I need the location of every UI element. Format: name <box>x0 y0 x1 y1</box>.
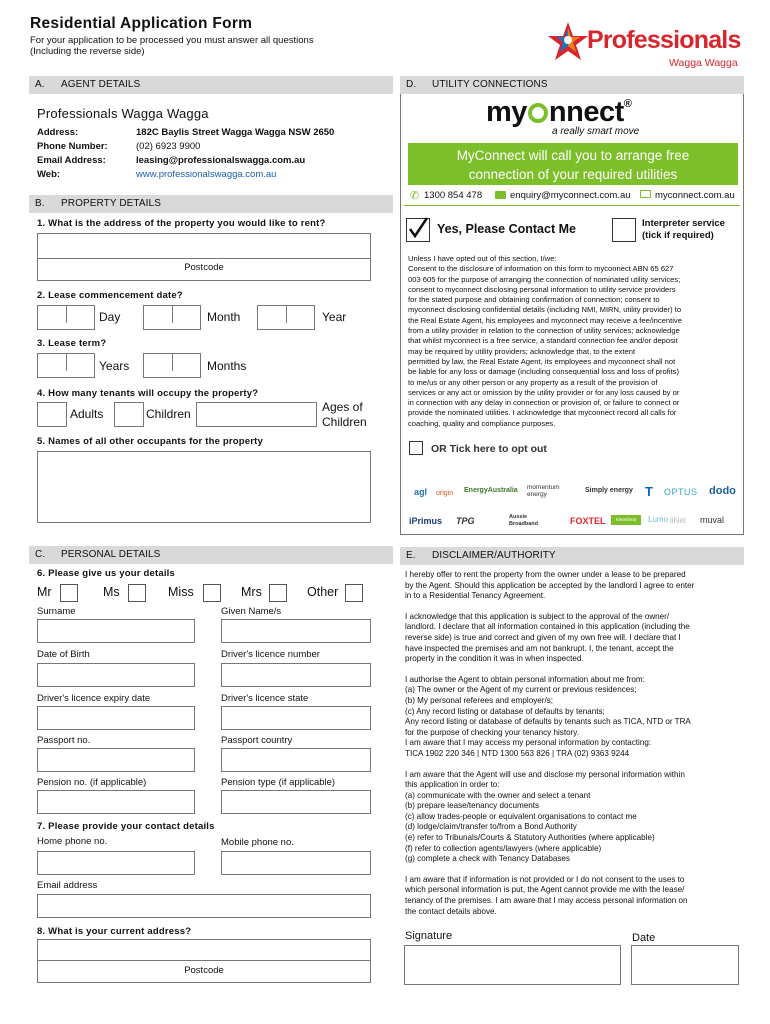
title-other-label: Other <box>307 585 339 599</box>
title-ms-label: Ms <box>103 585 120 599</box>
title-other-checkbox[interactable] <box>345 584 363 602</box>
contacts-divider <box>404 205 740 206</box>
passport-no-label: Passport no. <box>37 735 91 746</box>
email-icon <box>495 191 506 199</box>
ages-of-children-field[interactable] <box>196 402 317 427</box>
title-mr-label: Mr <box>37 585 52 599</box>
q7-label: 7. Please provide your contact details <box>37 821 215 832</box>
opt-out-label: OR Tick here to opt out <box>431 443 547 455</box>
section-b-header <box>29 195 393 213</box>
current-postcode-label: Postcode <box>184 965 224 976</box>
provider-agl: agl <box>414 487 428 497</box>
section-e-letter: E. <box>406 550 416 561</box>
q4-label: 4. How many tenants will occupy the property? <box>37 388 259 399</box>
agency-phone: (02) 6923 9900 <box>136 141 201 152</box>
lease-month-field[interactable] <box>143 305 201 330</box>
email-address-field[interactable] <box>37 894 371 918</box>
q2-label: 2. Lease commencement date? <box>37 290 183 301</box>
section-b-title: PROPERTY DETAILS <box>61 198 161 209</box>
section-a-letter: A. <box>35 79 45 90</box>
ages-of-children-label-2: Children <box>322 415 367 429</box>
licence-number-label: Driver's licence number <box>221 649 320 660</box>
disclaimer-p1: I hereby offer to rent the property from the owner under a lease to be prepared by the Agent. Should this application be accepted by the landlord I agree to enter in to a Residential Tenancy Agreement. <box>405 570 695 601</box>
q6-label: 6. Please give us your details <box>37 568 176 579</box>
dob-field[interactable] <box>37 663 195 687</box>
date-label: Date <box>632 932 656 944</box>
agency-address: 182C Baylis Street Wagga Wagga NSW 2650 <box>136 127 335 138</box>
passport-country-field[interactable] <box>221 748 371 772</box>
title-mrs-checkbox[interactable] <box>269 584 287 602</box>
section-d-right-border <box>743 94 744 534</box>
section-d-title: UTILITY CONNECTIONS <box>432 79 548 90</box>
children-field[interactable] <box>114 402 144 427</box>
provider-iinet: iiNet <box>670 516 687 525</box>
yes-contact-checkbox[interactable] <box>406 218 430 242</box>
agency-web-link[interactable]: www.professionalswagga.com.au <box>136 169 277 180</box>
interpreter-label-2: (tick if required) <box>642 230 714 241</box>
monitor-icon <box>640 190 651 198</box>
myconnect-email[interactable]: enquiry@myconnect.com.au <box>510 190 631 201</box>
adults-label: Adults <box>70 407 104 421</box>
agency-email[interactable]: leasing@professionalswagga.com.au <box>136 155 306 166</box>
section-a-header <box>29 76 393 94</box>
passport-no-field[interactable] <box>37 748 195 772</box>
professionals-logo <box>545 16 755 72</box>
provider-telstra: T <box>645 484 653 499</box>
star-logo-icon <box>545 20 591 64</box>
pension-type-label: Pension type (if applicable) <box>221 777 336 788</box>
disclaimer-text <box>405 570 745 917</box>
day-label: Day <box>99 310 121 324</box>
provider-aussiebroadband: Aussie Broadband <box>509 514 539 527</box>
signature-label: Signature <box>405 930 453 942</box>
postcode-label: Postcode <box>184 262 224 273</box>
yes-contact-label: Yes, Please Contact Me <box>437 222 576 236</box>
mobile-phone-field[interactable] <box>221 851 371 875</box>
section-e-header <box>400 547 744 565</box>
opt-out-checkbox[interactable] <box>409 441 423 455</box>
email-label: Email Address: <box>37 155 106 166</box>
provider-tpg: TPG <box>456 516 475 526</box>
title-mr-checkbox[interactable] <box>60 584 78 602</box>
myconnect-o-mark <box>528 103 548 123</box>
provider-optus: OPTUS <box>664 487 698 497</box>
form-subtitle-1: For your application to be processed you must answer all questions <box>30 35 314 46</box>
myconnect-logo: my nnect® <box>486 96 632 128</box>
licence-expiry-field[interactable] <box>37 706 195 730</box>
date-field[interactable] <box>631 945 739 985</box>
provider-kleenheat: Kleenheat <box>611 515 641 525</box>
title-mrs-label: Mrs <box>241 585 262 599</box>
title-miss-label: Miss <box>168 585 194 599</box>
logo-wordmark: Professionals <box>587 26 741 54</box>
provider-simplyenergy: Simply energy <box>585 487 633 494</box>
email-address-label: Email address <box>37 880 98 891</box>
q3-label: 3. Lease term? <box>37 338 107 349</box>
home-phone-field[interactable] <box>37 851 195 875</box>
pension-no-field[interactable] <box>37 790 195 814</box>
provider-foxtel: FOXTEL <box>570 516 606 526</box>
disclaimer-p2: I acknowledge that this application is subject to the approval of the owner/ landlord. I declare that all information contained in this application (including the reverse side) is true and correct and given of my own free will. I declare that I have inspected the premises and am not bankrupt. I, the tenant, accept the property in the condition it was in when inspected. <box>405 611 690 664</box>
q1-label: 1. What is the address of the property you would like to rent? <box>37 218 326 229</box>
banner-line-2: connection of your required utilities <box>468 167 678 182</box>
section-b-letter: B. <box>35 198 45 209</box>
property-address-field[interactable] <box>37 233 371 281</box>
provider-origin: origin <box>436 490 454 497</box>
lease-years-field[interactable] <box>37 353 95 378</box>
mobile-phone-label: Mobile phone no. <box>221 837 294 848</box>
checkmark-icon <box>406 216 430 240</box>
ages-of-children-label-1: Ages of <box>322 400 363 414</box>
section-d-bottom-border <box>400 534 744 535</box>
myconnect-phone[interactable]: 1300 854 478 <box>424 190 483 201</box>
interpreter-label-1: Interpreter service <box>642 218 725 229</box>
section-c-letter: C. <box>35 549 46 560</box>
form-subtitle-2: (Including the reverse side) <box>30 46 145 57</box>
provider-muval: muval <box>700 515 725 525</box>
q8-label: 8. What is your current address? <box>37 926 192 937</box>
other-occupants-field[interactable] <box>37 451 371 523</box>
home-phone-label: Home phone no. <box>37 836 108 847</box>
disclaimer-p4: I am aware that the Agent will use and disclose my personal information within this application in order to: (a) communicate with the owner and select a tenant (b) prepare lease/tenancy documents (c) allow trades-people or equivalent organisations to contact me (d) lodge/claim/transfer to/from a Bond Authority (e) refer to Tribunals/Courts & Statutory Authorities (where applicable) (f) refer to collection agents/lawyers (where applicable) (g) complete a check with Tenancy Databases <box>405 769 685 864</box>
web-label: Web: <box>37 169 61 180</box>
myconnect-banner <box>408 143 738 185</box>
q5-label: 5. Names of all other occupants for the property <box>37 436 264 447</box>
surname-field[interactable] <box>37 619 195 643</box>
phone-label: Phone Number: <box>37 141 108 152</box>
logo-location: Wagga Wagga <box>669 57 738 69</box>
disclaimer-p3: I authorise the Agent to obtain personal information about me from: (a) The owner or the Agent of my current or previous residences; (b) My personal referees and employer/s; (c) Any record listing or database of defaults by tenants; Any record listing or database of defaults by tenants such as TICA, NTD or TRA for the purpose of checking your tenancy history. I am aware that I may access my personal information by contacting: TICA 1902 220 346 | NTD 1300 563 826 | TRA (02) 9363 9244 <box>405 674 691 758</box>
interpreter-checkbox[interactable] <box>612 218 636 242</box>
title-ms-checkbox[interactable] <box>128 584 146 602</box>
lease-year-field[interactable] <box>257 305 315 330</box>
given-names-field[interactable] <box>221 619 371 643</box>
section-a-title: AGENT DETAILS <box>61 79 141 90</box>
section-d-header <box>400 76 744 94</box>
licence-state-label: Driver's licence state <box>221 693 309 704</box>
passport-country-label: Passport country <box>221 735 293 746</box>
current-address-field[interactable] <box>37 939 371 983</box>
month-label: Month <box>207 310 241 324</box>
phone-icon: ✆ <box>410 190 420 202</box>
section-e-title: DISCLAIMER/AUTHORITY <box>432 550 556 561</box>
myconnect-web[interactable]: myconnect.com.au <box>655 190 735 201</box>
years-label: Years <box>99 359 130 373</box>
licence-number-field[interactable] <box>221 663 371 687</box>
disclaimer-p5: I am aware that if information is not provided or I do not consent to the uses to which personal information is put, the Agent cannot provide me with the lease/ tenancy of the premises. I am aware that I may access personal information on the contact details above. <box>405 874 688 916</box>
adults-field[interactable] <box>37 402 67 427</box>
children-label: Children <box>146 407 191 421</box>
form-title: Residential Application Form <box>30 15 253 32</box>
address-label: Address: <box>37 127 79 138</box>
months-label: Months <box>207 359 247 373</box>
pension-no-label: Pension no. (if applicable) <box>37 777 147 788</box>
myconnect-tagline: a really smart move <box>552 126 640 137</box>
consent-text: Unless I have opted out of this section, I/we: Consent to the disclosure of information on this form to myconnect ABN 65 627 003 605 for the purpose of arranging the connection of nominated utility services; consent to myconnect disclosing personal information to utility service providers for the stated purpose and obtaining confirmation of connection; consent to myconnect disclosing confidential details (including NMI, MIRN, utility provider) to the Real Estate Agent, his employees and myconnect may receive a fee/incentive from a utility provider in relation to the connection of utility services; acknowledge that whilst myconnect is a free service, a standard connection fee and/or deposit may be required by utility providers; acknowledge that, to the extent permitted by law, the Real Estate Agent, its employees and myconnect shall not be liable for any loss or damage (including consequential loss and loss of profits) to me/us or any other person or any property as a result of the provision of services or any act or omission by the utility provider or for any loss caused by or in connection with any delay in connection or provision of, or failure to connect or provide the nominated utilities. I acknowledge that myconnect record all calls for coaching, quality and compliance purposes. <box>408 254 682 428</box>
year-label: Year <box>322 310 347 324</box>
signature-field[interactable] <box>404 945 621 985</box>
licence-expiry-label: Driver's licence expiry date <box>37 693 151 704</box>
pension-type-field[interactable] <box>221 790 371 814</box>
section-d-letter: D. <box>406 79 417 90</box>
surname-label: Surname <box>37 606 76 617</box>
lease-months-field[interactable] <box>143 353 201 378</box>
provider-lumo: Lumo <box>648 515 669 524</box>
section-d-left-border <box>400 94 401 534</box>
provider-momentum: momentum energy <box>527 484 560 498</box>
section-c-header <box>29 546 393 564</box>
provider-energyaustralia: EnergyAustralia <box>464 487 518 494</box>
section-c-title: PERSONAL DETAILS <box>61 549 161 560</box>
dob-label: Date of Birth <box>37 649 90 660</box>
lease-day-field[interactable] <box>37 305 95 330</box>
agency-name: Professionals Wagga Wagga <box>37 106 209 121</box>
licence-state-field[interactable] <box>221 706 371 730</box>
given-names-label: Given Name/s <box>221 606 282 617</box>
title-miss-checkbox[interactable] <box>203 584 221 602</box>
banner-line-1: MyConnect will call you to arrange free <box>456 148 690 163</box>
provider-iprimus: iPrimus <box>409 516 443 526</box>
provider-dodo: dodo <box>709 485 736 497</box>
